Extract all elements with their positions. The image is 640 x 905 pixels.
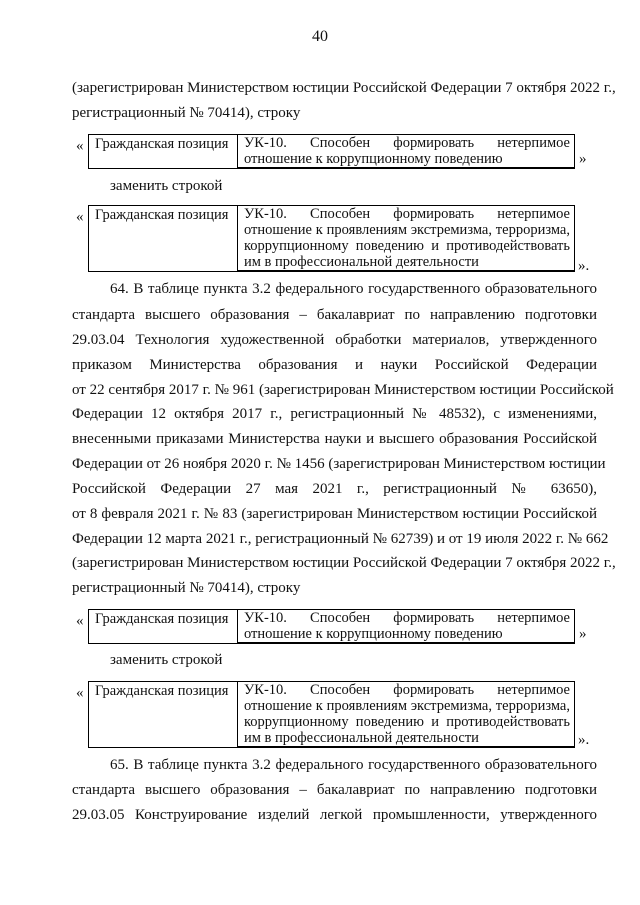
competence-line: им в профессиональной деятельности: [238, 730, 574, 747]
replace-label: заменить строкой: [110, 652, 223, 668]
new-row-table: [88, 205, 575, 272]
competence-line: УК-10. Способен формировать нетерпимое: [244, 682, 570, 698]
competence-cell: [238, 610, 574, 643]
open-quote: «: [76, 685, 84, 701]
open-quote: «: [76, 613, 84, 629]
position-cell: Гражданская позиция: [89, 206, 238, 271]
close-quote: »: [579, 151, 587, 167]
item-64-line: Федерации от 26 ноября 2020 г. № 1456 (зарегистрирован Министерством юстиции: [72, 456, 606, 472]
competence-line: им в профессиональной деятельности: [238, 254, 574, 271]
item-64-line: от 8 февраля 2021 г. № 83 (зарегистрирован Министерством юстиции Российской: [72, 506, 597, 522]
item-64-line: Российской Федерации 27 мая 2021 г., регистрационный № 63650),: [72, 481, 597, 497]
item-64-line: Федерации 12 марта 2021 г., регистрационный № 62739) и от 19 июля 2022 г. № 662: [72, 531, 609, 547]
competence-cell: [238, 135, 574, 168]
old-row-table: [88, 134, 575, 169]
item-64-line: регистрационный № 70414), строку: [72, 580, 301, 596]
item-64-line: Федерации 12 октября 2017 г., регистрационный № 48532), с изменениями,: [72, 406, 597, 422]
old-row-table: [88, 609, 575, 644]
competence-line: отношение к коррупционному поведению: [238, 151, 574, 168]
intro-line: (зарегистрирован Министерством юстиции Российской Федерации 7 октября 2022 г.,: [72, 80, 616, 96]
item-64-line: внесенными приказами Министерства науки и высшего образования Российской: [72, 431, 597, 447]
competence-line: отношение к коррупционному поведению: [238, 626, 574, 643]
open-quote: «: [76, 209, 84, 225]
competence-line: УК-10. Способен формировать нетерпимое: [244, 135, 570, 151]
item-65-line: 65. В таблице пункта 3.2 федерального государственного образовательного: [110, 757, 597, 773]
position-cell: Гражданская позиция: [89, 610, 238, 643]
position-cell: Гражданская позиция: [89, 682, 238, 747]
competence-line: отношение к проявлениям экстремизма, терроризма,: [244, 698, 570, 714]
item-64-line: 29.03.04 Технология художественной обработки материалов, утвержденного: [72, 332, 597, 348]
item-65-line: 29.03.05 Конструирование изделий легкой промышленности, утвержденного: [72, 807, 597, 823]
open-quote: «: [76, 138, 84, 154]
item-64-line: (зарегистрирован Министерством юстиции Российской Федерации 7 октября 2022 г.,: [72, 555, 616, 571]
competence-cell: [238, 682, 574, 747]
position-cell: Гражданская позиция: [89, 135, 238, 168]
item-65-line: стандарта высшего образования – бакалавриат по направлению подготовки: [72, 782, 597, 798]
competence-line: отношение к проявлениям экстремизма, терроризма,: [244, 222, 570, 238]
close-quote: ».: [578, 732, 590, 748]
competence-line: коррупционному поведению и противодействовать: [244, 238, 570, 254]
item-64-line: от 22 сентября 2017 г. № 961 (зарегистрирован Министерством юстиции Российской: [72, 382, 614, 398]
competence-line: УК-10. Способен формировать нетерпимое: [244, 610, 570, 626]
close-quote: ».: [578, 258, 590, 274]
intro-line: регистрационный № 70414), строку: [72, 105, 301, 121]
competence-line: УК-10. Способен формировать нетерпимое: [244, 206, 570, 222]
competence-cell: [238, 206, 574, 271]
new-row-table: [88, 681, 575, 748]
competence-line: коррупционному поведению и противодействовать: [244, 714, 570, 730]
item-64-line: 64. В таблице пункта 3.2 федерального государственного образовательного: [110, 281, 597, 297]
replace-label: заменить строкой: [110, 178, 223, 194]
page-number: 40: [312, 28, 328, 45]
item-64-line: приказом Министерства образования и науки Российской Федерации: [72, 357, 597, 373]
item-64-line: стандарта высшего образования – бакалавриат по направлению подготовки: [72, 307, 597, 323]
close-quote: »: [579, 626, 587, 642]
